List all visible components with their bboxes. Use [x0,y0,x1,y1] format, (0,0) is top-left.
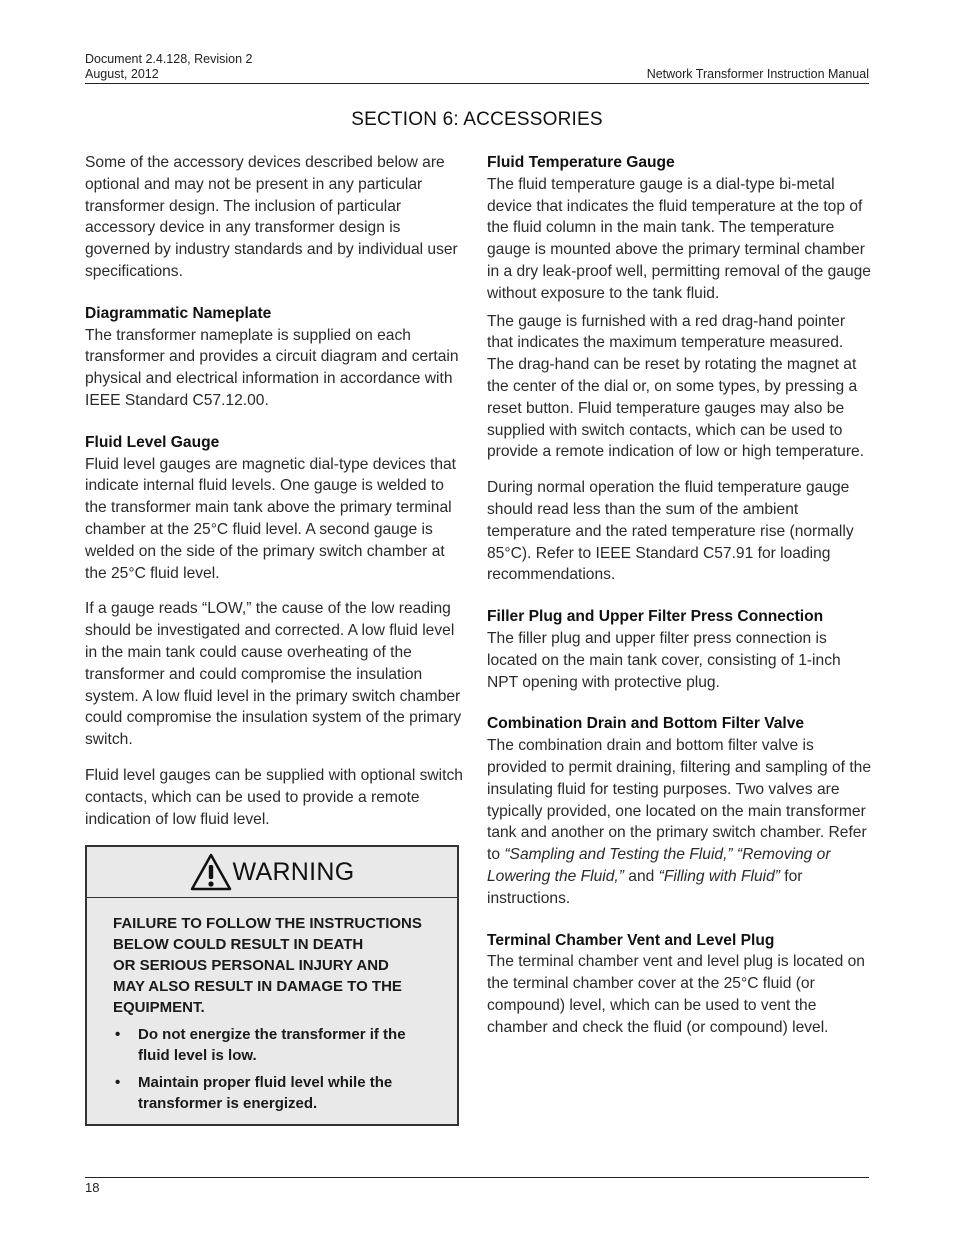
filler-plug-heading: Filler Plug and Upper Filter Press Connection [487,608,824,626]
fluid-level-paragraph-3: Fluid level gauges can be supplied with optional switch contacts, which can be used to provide a remote indication of low fluid level. [85,766,463,828]
nameplate-heading: Diagrammatic Nameplate [85,304,272,322]
fluid-level-paragraph-2: If a gauge reads “LOW,” the cause of the low reading should be investigated and corrected. A low fluid level in the main tank could cause overheating of the transformer and could compromise the insulation system. A low fluid level in the primary switch chamber could compromise the insulation system of the primary switch. [85,600,462,749]
drain-valve-paragraph [487,735,872,909]
drain-text: for instructions. [487,867,803,907]
warning-list-item [113,1024,435,1066]
warning-text-line: OR SERIOUS PERSONAL INJURY AND [113,957,389,974]
bullet-icon: • [115,1026,121,1043]
drain-text: The combination drain and bottom filter valve is provided to permit draining, filtering and sampling of the insulating fluid for testing purposes. Two valves are typically provided, one located on the main transformer tank and another on the primary switch chamber. Refer to [487,737,871,864]
warning-header [87,847,457,898]
drain-reference: “Filling with Fluid” [658,867,780,885]
warning-triangle-icon [190,853,232,891]
temperature-paragraph-3: During normal operation the fluid temperature gauge should read less than the sum of the ambient temperature and the rated temperature rise (normally 85°C). Refer to IEEE Standard C57.91 for loading recommendations. [487,479,854,584]
left-column [85,152,468,844]
fluid-level-paragraph-1: Fluid level gauges are magnetic dial-type devices that indicate internal fluid levels. One gauge is welded to the transformer main tank above the primary terminal chamber at the 25°C fluid level. A second gauge is welded on the side of the primary switch chamber at the 25°C fluid level. [85,455,456,582]
document-info [85,52,252,82]
warning-list-item [113,1072,435,1114]
document-id: Document 2.4.128, Revision 2 [85,52,253,66]
manual-title: Network Transformer Instruction Manual [646,67,869,81]
warning-body [87,898,457,1114]
fluid-level-heading: Fluid Level Gauge [85,433,220,451]
section-title: SECTION 6: ACCESSORIES [351,109,603,130]
warning-text-line: EQUIPMENT. [113,999,205,1016]
drain-conjunction: and [623,867,659,885]
warning-title: WARNING [232,857,355,886]
header-rule [85,83,869,84]
warning-box [85,845,459,1126]
drain-reference: “Sampling and Testing the Fluid,” “Removing or Lowering the Fluid,” [487,846,831,885]
drain-valve-heading: Combination Drain and Bottom Filter Valve [487,715,805,733]
vent-plug-heading: Terminal Chamber Vent and Level Plug [487,931,775,949]
warning-text-line: MAY ALSO RESULT IN DAMAGE TO THE [113,978,402,995]
warning-text-line: BELOW COULD RESULT IN DEATH [113,936,364,953]
intro-paragraph: Some of the accessory devices described below are optional and may not be present in any particular transformer design. The inclusion of particular accessory device in any transformer design is governed by industry standards and by individual user specifications. [85,154,458,280]
temperature-gauge-heading: Fluid Temperature Gauge [487,154,675,171]
warning-list-text: Do not energize the transformer if the fluid level is low. [138,1026,406,1064]
temperature-paragraph-2: The gauge is furnished with a red drag-hand pointer that indicates the maximum temperature measured. The drag-hand can be reset by rotating the magnet at the center of the dial or, on some types, by pressing a reset button. Fluid temperature gauges may also be supplied with switch contacts, which can be used to provide a remote indication of low or high temperature. [487,312,865,461]
page-number: 18 [85,1180,100,1195]
temperature-paragraph-1: The fluid temperature gauge is a dial-type bi-metal device that indicates the fluid temperature at the top of the fluid column in the main tank. The temperature gauge is mounted above the primary terminal chamber in a dry leak-proof well, permitting removal of the gauge without exposure to the tank fluid. [487,175,871,302]
warning-list [113,1024,435,1114]
warning-list-text: Maintain proper fluid level while the transformer is energized. [138,1074,393,1112]
vent-plug-paragraph: The terminal chamber vent and level plug is located on the terminal chamber cover at the 25°C fluid (or compound) level, which can be used to vent the chamber and check the fluid (or compound) level. [487,953,865,1036]
filler-plug-paragraph: The filler plug and upper filter press connection is located on the main tank cover, consisting of 1-inch NPT opening with protective plug. [487,629,841,691]
nameplate-paragraph: The transformer nameplate is supplied on each transformer and provides a circuit diagram and certain physical and electrical information in accordance with IEEE Standard C57.12.00. [85,326,459,409]
right-column [487,152,872,1052]
bullet-icon: • [115,1074,121,1091]
document-date: August, 2012 [85,67,159,81]
footer-rule [85,1177,869,1178]
warning-text-line: FAILURE TO FOLLOW THE INSTRUCTIONS [113,915,422,932]
warning-text [113,913,435,1018]
